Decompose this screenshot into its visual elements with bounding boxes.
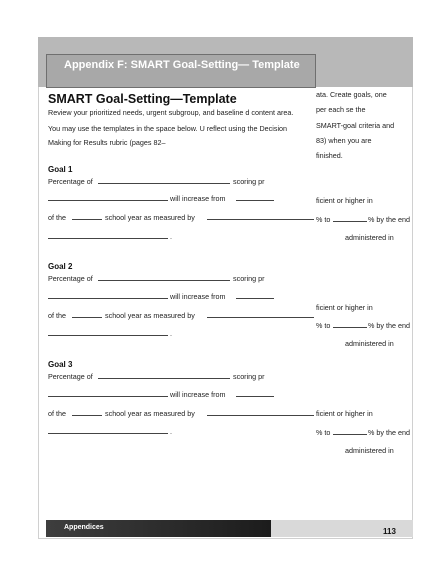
percent-by-end-label: % by the end (368, 321, 410, 330)
blank-line[interactable] (98, 280, 230, 281)
blank-line[interactable] (236, 200, 274, 201)
percentage-of-label: Percentage of (48, 372, 93, 381)
blank-line[interactable] (98, 378, 230, 379)
blank-line[interactable] (48, 200, 168, 201)
goal-title: Goal 2 (48, 262, 73, 271)
percentage-of-label: Percentage of (48, 274, 93, 283)
goal-title: Goal 1 (48, 165, 73, 174)
administered-in-label: administered in (345, 233, 394, 242)
blank-line[interactable] (333, 327, 367, 328)
period: . (170, 427, 172, 436)
percent-to-label: % to (316, 428, 331, 437)
scoring-label: scoring pr (233, 177, 265, 186)
proficient-label: ficient or higher in (316, 303, 373, 312)
percent-to-label: % to (316, 321, 331, 330)
period: . (170, 232, 172, 241)
blank-line[interactable] (333, 221, 367, 222)
footer-label: Appendices (64, 524, 104, 531)
proficient-label: ficient or higher in (316, 409, 373, 418)
page-number: 113 (383, 527, 396, 536)
blank-line[interactable] (236, 298, 274, 299)
increase-from-label: will increase from (170, 194, 226, 203)
blank-line[interactable] (72, 219, 102, 220)
blank-line[interactable] (236, 396, 274, 397)
blank-line[interactable] (48, 298, 168, 299)
blank-line[interactable] (48, 238, 168, 239)
blank-line[interactable] (48, 396, 168, 397)
of-the-label: of the (48, 213, 66, 222)
administered-in-label: administered in (345, 446, 394, 455)
blank-line[interactable] (333, 434, 367, 435)
of-the-label: of the (48, 409, 66, 418)
increase-from-label: will increase from (170, 390, 226, 399)
right-line-3: SMART-goal criteria and (316, 121, 395, 130)
goal-title: Goal 3 (48, 360, 73, 369)
percent-by-end-label: % by the end (368, 428, 410, 437)
blank-line[interactable] (207, 415, 314, 416)
intro-line-1: Review your prioritized needs, urgent subgroup, and baseline d content area. (48, 108, 294, 117)
blank-line[interactable] (48, 433, 168, 434)
measured-by-label: school year as measured by (105, 409, 195, 418)
right-line-2: per each se the (316, 105, 366, 114)
percent-to-label: % to (316, 215, 331, 224)
percentage-of-label: Percentage of (48, 177, 93, 186)
period: . (170, 329, 172, 338)
scoring-label: scoring pr (233, 372, 265, 381)
page-title: Appendix F: SMART Goal-Setting— Template (64, 59, 300, 71)
blank-line[interactable] (72, 415, 102, 416)
blank-line[interactable] (98, 183, 230, 184)
percent-by-end-label: % by the end (368, 215, 410, 224)
blank-line[interactable] (207, 219, 314, 220)
administered-in-label: administered in (345, 339, 394, 348)
of-the-label: of the (48, 311, 66, 320)
increase-from-label: will increase from (170, 292, 226, 301)
intro-line-3: Making for Results rubric (pages 82– (48, 138, 166, 147)
section-heading: SMART Goal-Setting—Template (48, 92, 237, 106)
blank-line[interactable] (72, 317, 102, 318)
scoring-label: scoring pr (233, 274, 265, 283)
right-line-1: ata. Create goals, one (316, 90, 387, 99)
proficient-label: ficient or higher in (316, 196, 373, 205)
measured-by-label: school year as measured by (105, 311, 195, 320)
right-line-4: 83) when you are (316, 136, 372, 145)
intro-line-2: You may use the templates in the space below. U reflect using the Decision (48, 124, 288, 133)
right-line-5: finished. (316, 151, 343, 160)
blank-line[interactable] (207, 317, 314, 318)
measured-by-label: school year as measured by (105, 213, 195, 222)
blank-line[interactable] (48, 335, 168, 336)
